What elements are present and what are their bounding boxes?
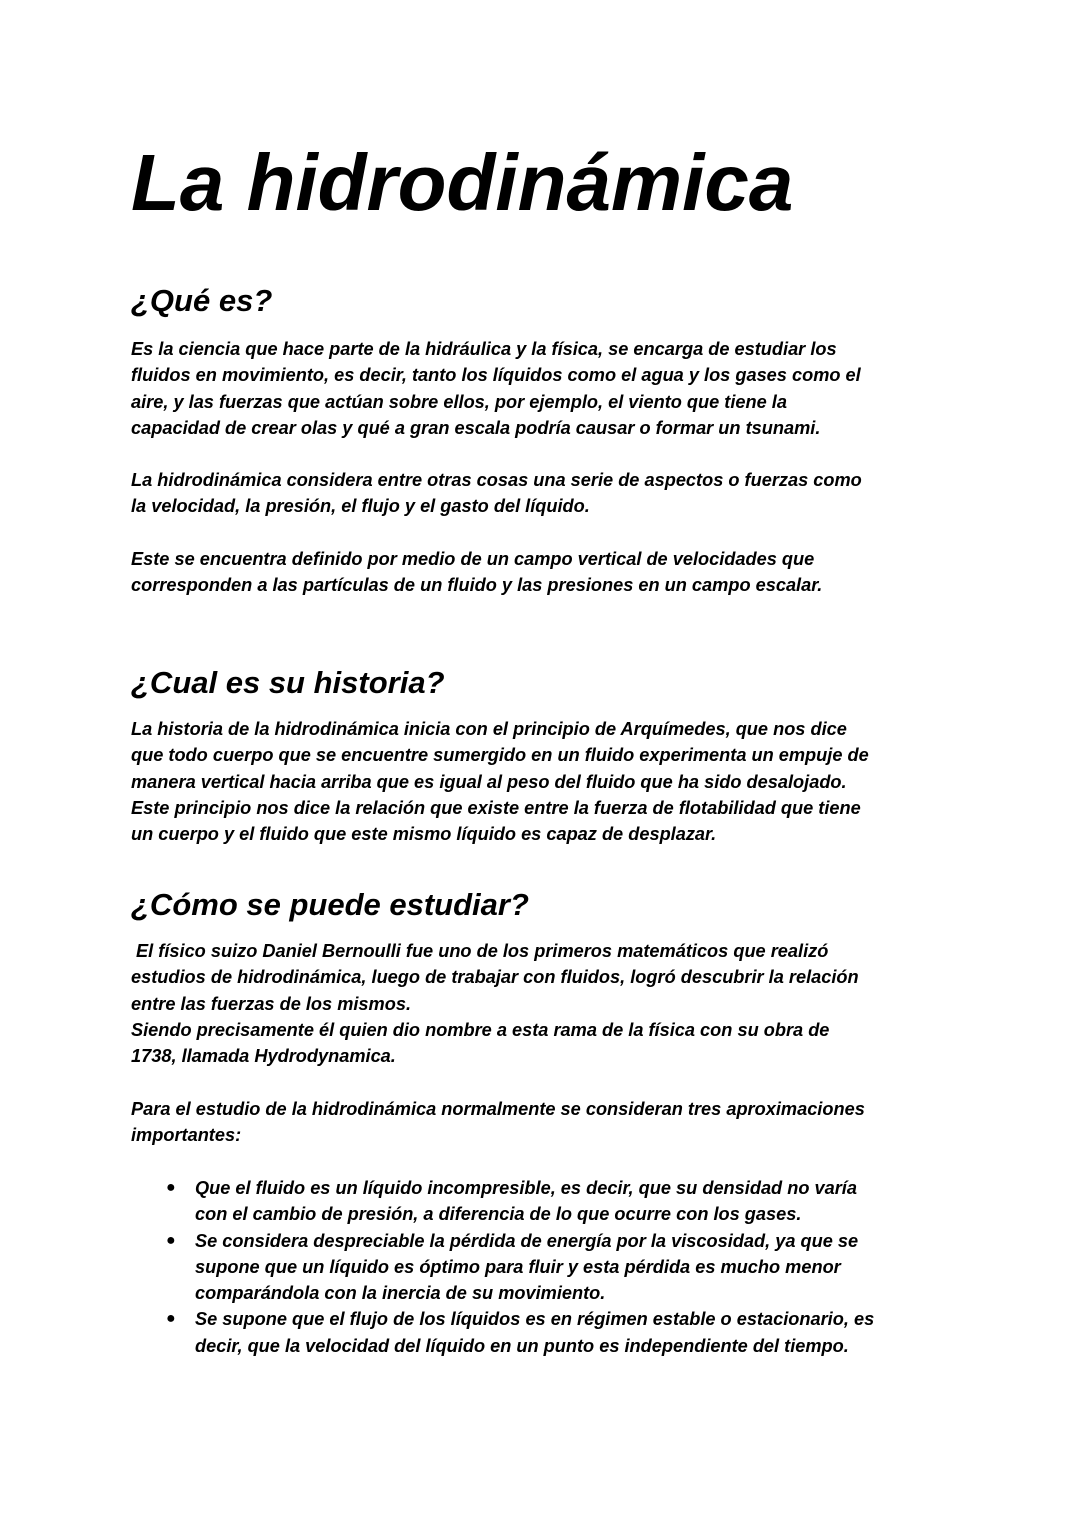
text-line: comparándola con la inercia de su movimiento. (195, 1283, 606, 1304)
section-heading-estudiar: ¿Cómo se puede estudiar? (131, 887, 529, 922)
text-line: manera vertical hacia arriba que es igual al peso del fluido que ha sido desalojado. (131, 771, 847, 792)
section-heading-que-es: ¿Qué es? (131, 283, 273, 318)
list-item (131, 1306, 961, 1359)
list-item (131, 1228, 961, 1307)
text-line: estudios de hidrodinámica, luego de trabajar con fluidos, logró descubrir la relación (131, 967, 859, 988)
text-line: Que el fluido es un líquido incompresible, es decir, que su densidad no varía (195, 1178, 857, 1198)
text-line: un cuerpo y el fluido que este mismo líquido es capaz de desplazar. (131, 824, 717, 845)
text-line: La historia de la hidrodinámica inicia con el principio de Arquímedes, que nos dice (131, 719, 847, 739)
text-line: importantes: (131, 1125, 242, 1146)
paragraph-approximations-intro (131, 1096, 961, 1149)
paragraph-definition (131, 336, 961, 441)
bullet-icon: ● (166, 1310, 176, 1328)
bullet-icon: ● (166, 1231, 176, 1249)
text-line: supone que un líquido es óptimo para fluir y esta pérdida es mucho menor (195, 1256, 841, 1277)
section-heading-historia: ¿Cual es su historia? (131, 665, 445, 700)
text-line: 1738, llamada Hydrodynamica. (131, 1046, 396, 1067)
text-line: capacidad de crear olas y qué a gran escala podría causar o formar un tsunami. (131, 417, 821, 438)
text-line: El físico suizo Daniel Bernoulli fue uno de los primeros matemáticos que realizó (131, 941, 829, 961)
text-line: la velocidad, la presión, el flujo y el gasto del líquido. (131, 496, 590, 517)
text-line: decir, que la velocidad del líquido en un punto es independiente del tiempo. (195, 1335, 849, 1356)
paragraph-bernoulli (131, 938, 961, 1069)
bullet-icon: ● (166, 1179, 176, 1196)
paragraph-aspects (131, 467, 961, 520)
list-item (131, 1175, 961, 1228)
paragraph-field (131, 546, 961, 599)
text-line: con el cambio de presión, a diferencia de lo que ocurre con los gases. (195, 1204, 802, 1225)
text-line: La hidrodinámica considera entre otras cosas una serie de aspectos o fuerzas como (131, 470, 862, 490)
text-line: entre las fuerzas de los mismos. (131, 993, 411, 1014)
text-line: Se supone que el flujo de los líquidos es en régimen estable o estacionario, es (195, 1309, 875, 1330)
text-line: Para el estudio de la hidrodinámica normalmente se consideran tres aproximaciones (131, 1099, 865, 1119)
text-line: Es la ciencia que hace parte de la hidráulica y la física, se encarga de estudiar los (131, 339, 837, 359)
text-line: Se considera despreciable la pérdida de energía por la viscosidad, ya que se (195, 1230, 859, 1251)
text-line: Este principio nos dice la relación que existe entre la fuerza de flotabilidad que tiene (131, 797, 861, 818)
text-line: corresponden a las partículas de un fluido y las presiones en un campo escalar. (131, 575, 823, 596)
text-line: fluidos en movimiento, es decir, tanto los líquidos como el agua y los gases como el (131, 365, 861, 386)
paragraph-history (131, 716, 961, 847)
text-line: Este se encuentra definido por medio de un campo vertical de velocidades que (131, 549, 815, 569)
text-line: Siendo precisamente él quien dio nombre a esta rama de la física con su obra de (131, 1019, 830, 1040)
text-line: que todo cuerpo que se encuentre sumergido en un fluido experimenta un empuje de (131, 745, 869, 766)
text-line: aire, y las fuerzas que actúan sobre ellos, por ejemplo, el viento que tiene la (131, 391, 787, 412)
document-title: La hidrodinámica (131, 138, 794, 227)
approximations-list (131, 1175, 961, 1359)
